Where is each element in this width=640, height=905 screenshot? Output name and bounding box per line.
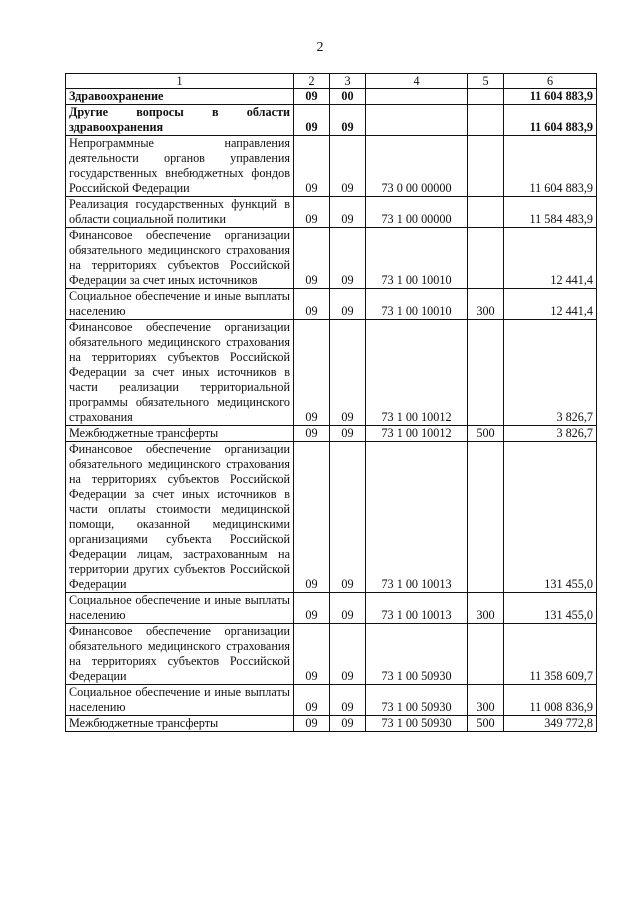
row-section: 09 xyxy=(294,685,330,716)
row-sum: 11 358 609,7 xyxy=(504,624,597,685)
row-target: 73 1 00 10012 xyxy=(366,426,468,442)
header-row xyxy=(66,74,597,89)
row-section: 09 xyxy=(294,426,330,442)
row-sum: 131 455,0 xyxy=(504,442,597,593)
row-sum: 12 441,4 xyxy=(504,228,597,289)
row-sum: 12 441,4 xyxy=(504,289,597,320)
header-cell: 1 xyxy=(66,74,294,89)
row-section: 09 xyxy=(294,289,330,320)
row-target: 73 1 00 10010 xyxy=(366,289,468,320)
row-subsection: 09 xyxy=(330,593,366,624)
row-subsection: 09 xyxy=(330,624,366,685)
header-cell: 2 xyxy=(294,74,330,89)
table-row xyxy=(66,624,597,685)
row-name: Социальное обеспечение и иные выплаты населению xyxy=(66,685,294,716)
row-expense-type: 300 xyxy=(468,289,504,320)
table-row xyxy=(66,442,597,593)
table-row xyxy=(66,685,597,716)
header-cell: 6 xyxy=(504,74,597,89)
table-row xyxy=(66,320,597,426)
row-target: 73 1 00 10013 xyxy=(366,442,468,593)
row-expense-type xyxy=(468,105,504,136)
row-subsection: 09 xyxy=(330,426,366,442)
row-name: Непрограммные направления деятельности органов управления государственных внебюджетных фондов Российской Федерации xyxy=(66,136,294,197)
row-subsection: 09 xyxy=(330,289,366,320)
row-section: 09 xyxy=(294,624,330,685)
row-subsection: 09 xyxy=(330,320,366,426)
row-name: Межбюджетные трансферты xyxy=(66,716,294,732)
row-name: Финансовое обеспечение организации обязательного медицинского страхования на территориях субъектов Российской Федерации за счет иных источников в части реализации территориальной программы обязательного медицинского страхования xyxy=(66,320,294,426)
row-expense-type xyxy=(468,89,504,105)
row-subsection: 00 xyxy=(330,89,366,105)
row-section: 09 xyxy=(294,442,330,593)
row-section: 09 xyxy=(294,89,330,105)
row-expense-type xyxy=(468,624,504,685)
table-row xyxy=(66,136,597,197)
row-expense-type: 300 xyxy=(468,593,504,624)
table-row xyxy=(66,716,597,732)
table-row xyxy=(66,89,597,105)
row-section: 09 xyxy=(294,105,330,136)
row-sum: 349 772,8 xyxy=(504,716,597,732)
table-row xyxy=(66,228,597,289)
row-sum: 3 826,7 xyxy=(504,320,597,426)
header-cell: 3 xyxy=(330,74,366,89)
row-section: 09 xyxy=(294,716,330,732)
row-name: Социальное обеспечение и иные выплаты населению xyxy=(66,593,294,624)
row-expense-type xyxy=(468,442,504,593)
row-subsection: 09 xyxy=(330,685,366,716)
row-name: Реализация государственных функций в области социальной политики xyxy=(66,197,294,228)
table-row xyxy=(66,105,597,136)
row-sum: 11 604 883,9 xyxy=(504,105,597,136)
row-expense-type xyxy=(468,320,504,426)
row-sum: 11 604 883,9 xyxy=(504,89,597,105)
row-name: Финансовое обеспечение организации обязательного медицинского страхования на территориях субъектов Российской Федерации за счет иных источников xyxy=(66,228,294,289)
row-section: 09 xyxy=(294,228,330,289)
row-target: 73 1 00 50930 xyxy=(366,624,468,685)
row-subsection: 09 xyxy=(330,228,366,289)
row-section: 09 xyxy=(294,320,330,426)
row-expense-type: 500 xyxy=(468,716,504,732)
row-target: 73 1 00 10010 xyxy=(366,228,468,289)
table-row xyxy=(66,197,597,228)
row-sum: 11 604 883,9 xyxy=(504,136,597,197)
row-target xyxy=(366,89,468,105)
budget-table xyxy=(65,73,597,732)
table-row xyxy=(66,289,597,320)
row-name: Здравоохранение xyxy=(66,89,294,105)
row-expense-type: 300 xyxy=(468,685,504,716)
row-name: Социальное обеспечение и иные выплаты населению xyxy=(66,289,294,320)
row-expense-type xyxy=(468,136,504,197)
header-cell: 5 xyxy=(468,74,504,89)
row-section: 09 xyxy=(294,197,330,228)
row-expense-type xyxy=(468,197,504,228)
row-target: 73 1 00 10012 xyxy=(366,320,468,426)
row-expense-type xyxy=(468,228,504,289)
row-sum: 11 584 483,9 xyxy=(504,197,597,228)
row-subsection: 09 xyxy=(330,197,366,228)
row-name: Другие вопросы в области здравоохранения xyxy=(66,105,294,136)
row-sum: 11 008 836,9 xyxy=(504,685,597,716)
row-expense-type: 500 xyxy=(468,426,504,442)
row-name: Межбюджетные трансферты xyxy=(66,426,294,442)
row-subsection: 09 xyxy=(330,105,366,136)
row-subsection: 09 xyxy=(330,716,366,732)
row-section: 09 xyxy=(294,136,330,197)
table-row xyxy=(66,593,597,624)
row-target: 73 0 00 00000 xyxy=(366,136,468,197)
row-target xyxy=(366,105,468,136)
row-subsection: 09 xyxy=(330,136,366,197)
row-target: 73 1 00 10013 xyxy=(366,593,468,624)
row-sum: 3 826,7 xyxy=(504,426,597,442)
row-target: 73 1 00 50930 xyxy=(366,716,468,732)
page-number: 2 xyxy=(316,40,324,55)
row-name: Финансовое обеспечение организации обязательного медицинского страхования на территориях субъектов Российской Федерации за счет иных источников в части оплаты стоимости медицинской помощи, оказанной медицинскими организациями субъекта Российской Федерации лицам, застрахованным на территории других субъектов Российской Федерации xyxy=(66,442,294,593)
row-sum: 131 455,0 xyxy=(504,593,597,624)
row-section: 09 xyxy=(294,593,330,624)
row-subsection: 09 xyxy=(330,442,366,593)
table-row xyxy=(66,426,597,442)
row-target: 73 1 00 50930 xyxy=(366,685,468,716)
row-target: 73 1 00 00000 xyxy=(366,197,468,228)
header-cell: 4 xyxy=(366,74,468,89)
row-name: Финансовое обеспечение организации обязательного медицинского страхования на территориях субъектов Российской Федерации xyxy=(66,624,294,685)
